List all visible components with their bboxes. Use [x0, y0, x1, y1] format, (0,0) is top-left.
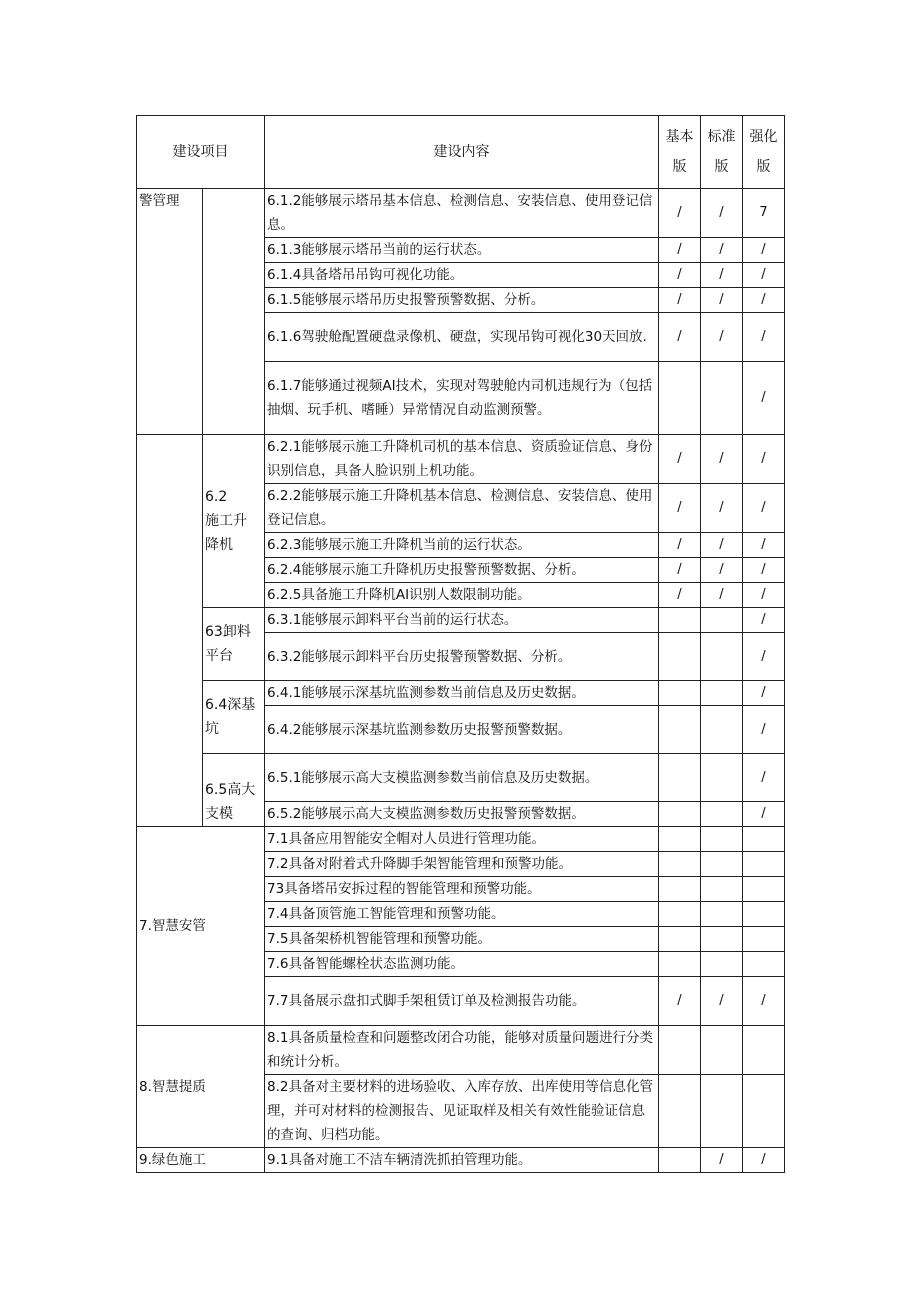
row-basic: [659, 754, 701, 802]
section-6-blank: [137, 435, 203, 827]
section-8-label: 8.智慧提质: [137, 1026, 265, 1148]
row-content: 6.2.1能够展示施工升降机司机的基本信息、资质验证信息、身份识别信息，具备人脸识别上机功能。: [265, 435, 659, 484]
row-content: 7.2具备对附着式升降脚手架智能管理和预警功能。: [265, 852, 659, 877]
row-standard: /: [701, 189, 743, 238]
row-content: 6.5.2能够展示高大支模监测参数历史报警预警数据。: [265, 802, 659, 827]
row-basic: [659, 952, 701, 977]
row-standard: [701, 1075, 743, 1148]
header-basic-line2: 版: [672, 159, 687, 175]
row-enhanced: /: [743, 583, 785, 608]
row-enhanced: 7: [743, 189, 785, 238]
row-content: 6.4.1能够展示深基坑监测参数当前信息及历史数据。: [265, 681, 659, 706]
table-row: [137, 435, 785, 484]
row-standard: [701, 706, 743, 754]
row-basic: /: [659, 977, 701, 1026]
row-enhanced: /: [743, 362, 785, 435]
row-enhanced: /: [743, 608, 785, 633]
row-enhanced: /: [743, 706, 785, 754]
row-standard: /: [701, 263, 743, 288]
subsection-65-line1: 6.5高大: [205, 782, 256, 798]
row-basic: /: [659, 263, 701, 288]
row-enhanced: /: [743, 288, 785, 313]
row-content: 6.1.2能够展示塔吊基本信息、检测信息、安装信息、使用登记信息。: [265, 189, 659, 238]
row-content: 6.2.2能够展示施工升降机基本信息、检测信息、安装信息、使用登记信息。: [265, 484, 659, 533]
row-content: 6.1.4具备塔吊吊钩可视化功能。: [265, 263, 659, 288]
row-enhanced: [743, 852, 785, 877]
row-basic: /: [659, 435, 701, 484]
row-basic: /: [659, 583, 701, 608]
row-content: 6.1.6驾驶舱配置硬盘录像机、硬盘，实现吊钩可视化30天回放.: [265, 313, 659, 362]
header-enhanced-line2: 版: [756, 159, 771, 175]
row-basic: [659, 608, 701, 633]
header-basic: [659, 116, 701, 189]
table-row: [137, 827, 785, 852]
row-basic: /: [659, 533, 701, 558]
header-row: [137, 116, 785, 189]
row-enhanced: /: [743, 313, 785, 362]
row-content: 8.1具备质量检查和问题整改闭合功能，能够对质量问题进行分类和统计分析。: [265, 1026, 659, 1075]
row-basic: [659, 633, 701, 681]
subsection-65-line2: 支模: [205, 806, 233, 822]
row-basic: /: [659, 558, 701, 583]
subsection-62-label: [203, 435, 265, 608]
subsection-61-blank: [203, 189, 265, 435]
header-enhanced: [743, 116, 785, 189]
row-standard: /: [701, 484, 743, 533]
row-standard: [701, 754, 743, 802]
subsection-64-label: [203, 681, 265, 754]
section-9-label: 9.绿色施工: [137, 1148, 265, 1173]
row-enhanced: /: [743, 263, 785, 288]
row-basic: [659, 802, 701, 827]
row-enhanced: [743, 902, 785, 927]
subsection-64-line2: 坑: [205, 721, 219, 737]
table-row: [137, 681, 785, 706]
section-7-label: 7.智慧安管: [137, 827, 265, 1026]
row-standard: [701, 852, 743, 877]
row-standard: [701, 927, 743, 952]
row-enhanced: /: [743, 533, 785, 558]
row-standard: /: [701, 533, 743, 558]
row-content: 7.1具备应用智能安全帽对人员进行管理功能。: [265, 827, 659, 852]
row-content: 6.3.1能够展示卸料平台当前的运行状态。: [265, 608, 659, 633]
row-content: 7.4具备顶管施工智能管理和预警功能。: [265, 902, 659, 927]
row-basic: [659, 1148, 701, 1173]
table-row: [137, 608, 785, 633]
header-standard: [701, 116, 743, 189]
row-enhanced: /: [743, 681, 785, 706]
row-basic: [659, 362, 701, 435]
row-standard: /: [701, 558, 743, 583]
subsection-63-line2: 平台: [205, 648, 233, 664]
row-enhanced: /: [743, 1148, 785, 1173]
row-basic: /: [659, 313, 701, 362]
row-basic: [659, 852, 701, 877]
row-standard: /: [701, 583, 743, 608]
row-content: 7.5具备架桥机智能管理和预警功能。: [265, 927, 659, 952]
row-content: 6.3.2能够展示卸料平台历史报警预警数据、分析。: [265, 633, 659, 681]
subsection-62-line3: 降机: [205, 537, 233, 553]
row-content: 6.2.3能够展示施工升降机当前的运行状态。: [265, 533, 659, 558]
subsection-63-line1: 63卸料: [205, 624, 251, 640]
row-content: 6.5.1能够展示高大支模监测参数当前信息及历史数据。: [265, 754, 659, 802]
row-content: 6.2.4能够展示施工升降机历史报警预警数据、分析。: [265, 558, 659, 583]
header-standard-line2: 版: [714, 159, 729, 175]
row-basic: [659, 681, 701, 706]
row-standard: /: [701, 1148, 743, 1173]
header-project: 建设项目: [137, 116, 265, 189]
row-basic: /: [659, 238, 701, 263]
row-basic: [659, 827, 701, 852]
subsection-62-line2: 施工升: [205, 513, 247, 529]
table-row: [137, 189, 785, 238]
row-enhanced: [743, 1075, 785, 1148]
row-content: 6.1.7能够通过视频AI技术，实现对驾驶舱内司机违规行为（包括抽烟、玩手机、嗜睡）异常情况自动监测预警。: [265, 362, 659, 435]
row-content: 6.2.5具备施工升降机AI识别人数限制功能。: [265, 583, 659, 608]
row-standard: [701, 952, 743, 977]
row-basic: [659, 1026, 701, 1075]
row-standard: [701, 633, 743, 681]
row-enhanced: /: [743, 238, 785, 263]
row-basic: /: [659, 484, 701, 533]
section-warn-text: 警管理: [139, 193, 180, 209]
subsection-65-label: [203, 754, 265, 827]
requirements-table: [136, 115, 785, 1173]
row-enhanced: [743, 927, 785, 952]
row-standard: [701, 681, 743, 706]
row-enhanced: /: [743, 435, 785, 484]
row-enhanced: /: [743, 802, 785, 827]
row-basic: [659, 927, 701, 952]
row-standard: [701, 608, 743, 633]
table-row: [137, 754, 785, 802]
header-standard-line1: 标准: [707, 129, 736, 145]
row-standard: [701, 802, 743, 827]
subsection-62-num: 6.2: [205, 489, 228, 505]
row-content: 7.7具备展示盘扣式脚手架租赁订单及检测报告功能。: [265, 977, 659, 1026]
row-standard: /: [701, 977, 743, 1026]
row-content: 8.2具备对主要材料的进场验收、入库存放、出库使用等信息化管理，并可对材料的检测报告、见证取样及相关有效性能验证信息的查询、归档功能。: [265, 1075, 659, 1148]
row-standard: [701, 902, 743, 927]
row-enhanced: /: [743, 558, 785, 583]
row-enhanced: [743, 827, 785, 852]
row-enhanced: /: [743, 484, 785, 533]
row-basic: [659, 706, 701, 754]
row-basic: [659, 1075, 701, 1148]
row-standard: /: [701, 435, 743, 484]
row-standard: /: [701, 313, 743, 362]
row-basic: /: [659, 189, 701, 238]
row-content: 6.1.5能够展示塔吊历史报警预警数据、分析。: [265, 288, 659, 313]
row-standard: /: [701, 288, 743, 313]
table-row: [137, 1026, 785, 1075]
row-content: 7.6具备智能螺栓状态监测功能。: [265, 952, 659, 977]
row-content: 9.1具备对施工不洁车辆清洗抓拍管理功能。: [265, 1148, 659, 1173]
row-content: 6.1.3能够展示塔吊当前的运行状态。: [265, 238, 659, 263]
section-warn-label: [137, 189, 203, 435]
row-standard: /: [701, 238, 743, 263]
row-basic: [659, 877, 701, 902]
row-enhanced: [743, 877, 785, 902]
subsection-64-line1: 6.4深基: [205, 697, 256, 713]
row-enhanced: [743, 1026, 785, 1075]
row-standard: [701, 877, 743, 902]
row-basic: [659, 902, 701, 927]
row-standard: [701, 827, 743, 852]
row-enhanced: /: [743, 633, 785, 681]
row-enhanced: /: [743, 754, 785, 802]
header-basic-line1: 基本: [665, 129, 694, 145]
table-row: [137, 1148, 785, 1173]
row-standard: [701, 362, 743, 435]
header-content: 建设内容: [265, 116, 659, 189]
subsection-63-label: [203, 608, 265, 681]
row-basic: /: [659, 288, 701, 313]
header-enhanced-line1: 强化: [749, 129, 778, 145]
row-content: 73具备塔吊安拆过程的智能管理和预警功能。: [265, 877, 659, 902]
row-enhanced: /: [743, 977, 785, 1026]
row-content: 6.4.2能够展示深基坑监测参数历史报警预警数据。: [265, 706, 659, 754]
row-standard: [701, 1026, 743, 1075]
row-enhanced: [743, 952, 785, 977]
